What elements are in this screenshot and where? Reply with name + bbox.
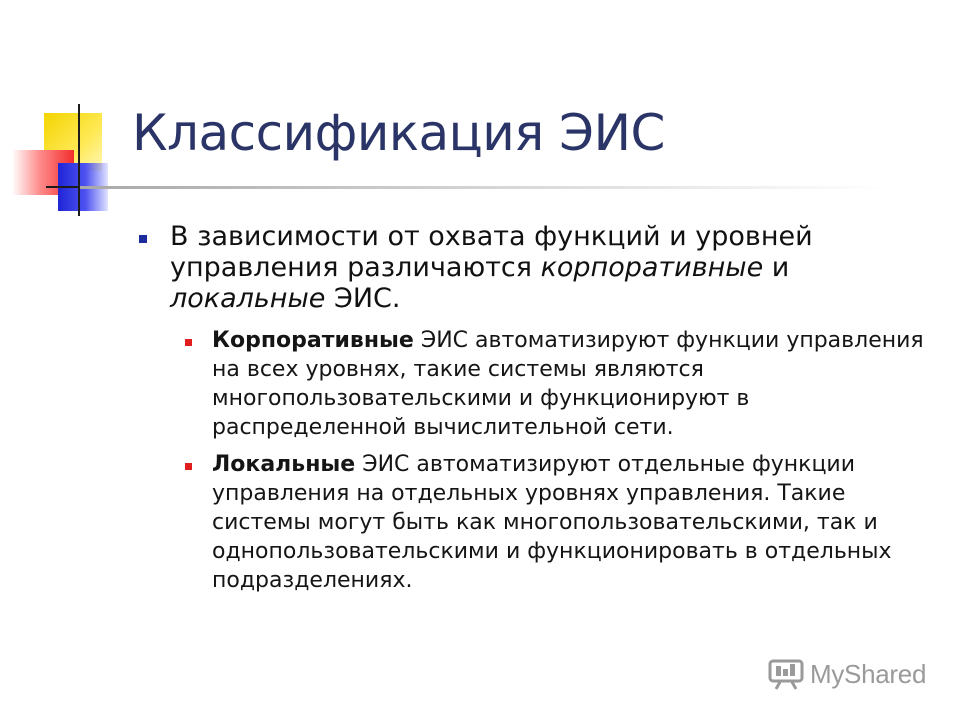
main-bullet-text	[170, 221, 870, 314]
myshared-watermark	[768, 656, 926, 692]
sub-bullet-corporate	[212, 326, 932, 442]
main-italic-corporate: корпоративные	[540, 252, 764, 283]
bullet-square-icon	[139, 235, 147, 243]
main-italic-local: локальные	[170, 283, 326, 314]
presentation-board-icon	[768, 658, 804, 690]
sub-bullet-square-icon	[185, 339, 192, 346]
watermark-brand: MyShared	[810, 658, 927, 689]
corner-squares-logo	[0, 0, 140, 230]
vertical-line	[78, 104, 80, 216]
sub-bullet-term: Локальные	[212, 452, 356, 477]
sub-bullet-term: Корпоративные	[212, 328, 414, 353]
sub-bullet-square-icon	[185, 463, 192, 470]
main-text-part-1: В зависимости от охвата функций и уровней управления различаются	[170, 221, 813, 283]
sub-bullet-text: ЭИС автоматизируют функции управления на всех уровнях, такие системы являются многопользовательскими и функционируют в распределенной вычислительной сети.	[212, 328, 924, 440]
sub-bullet-text: ЭИС автоматизируют отдельные функции управления на отдельных уровнях управления. Такие системы могут быть как многопользовательскими, так и однопользовательскими и функционировать в отдельных подразделениях.	[212, 452, 892, 593]
slide-title: Классификация ЭИС	[132, 104, 665, 162]
sub-bullet-local	[212, 450, 932, 595]
main-text-part-3: ЭИС.	[325, 283, 401, 314]
title-underline	[80, 186, 890, 189]
main-text-part-2: и	[763, 252, 790, 283]
